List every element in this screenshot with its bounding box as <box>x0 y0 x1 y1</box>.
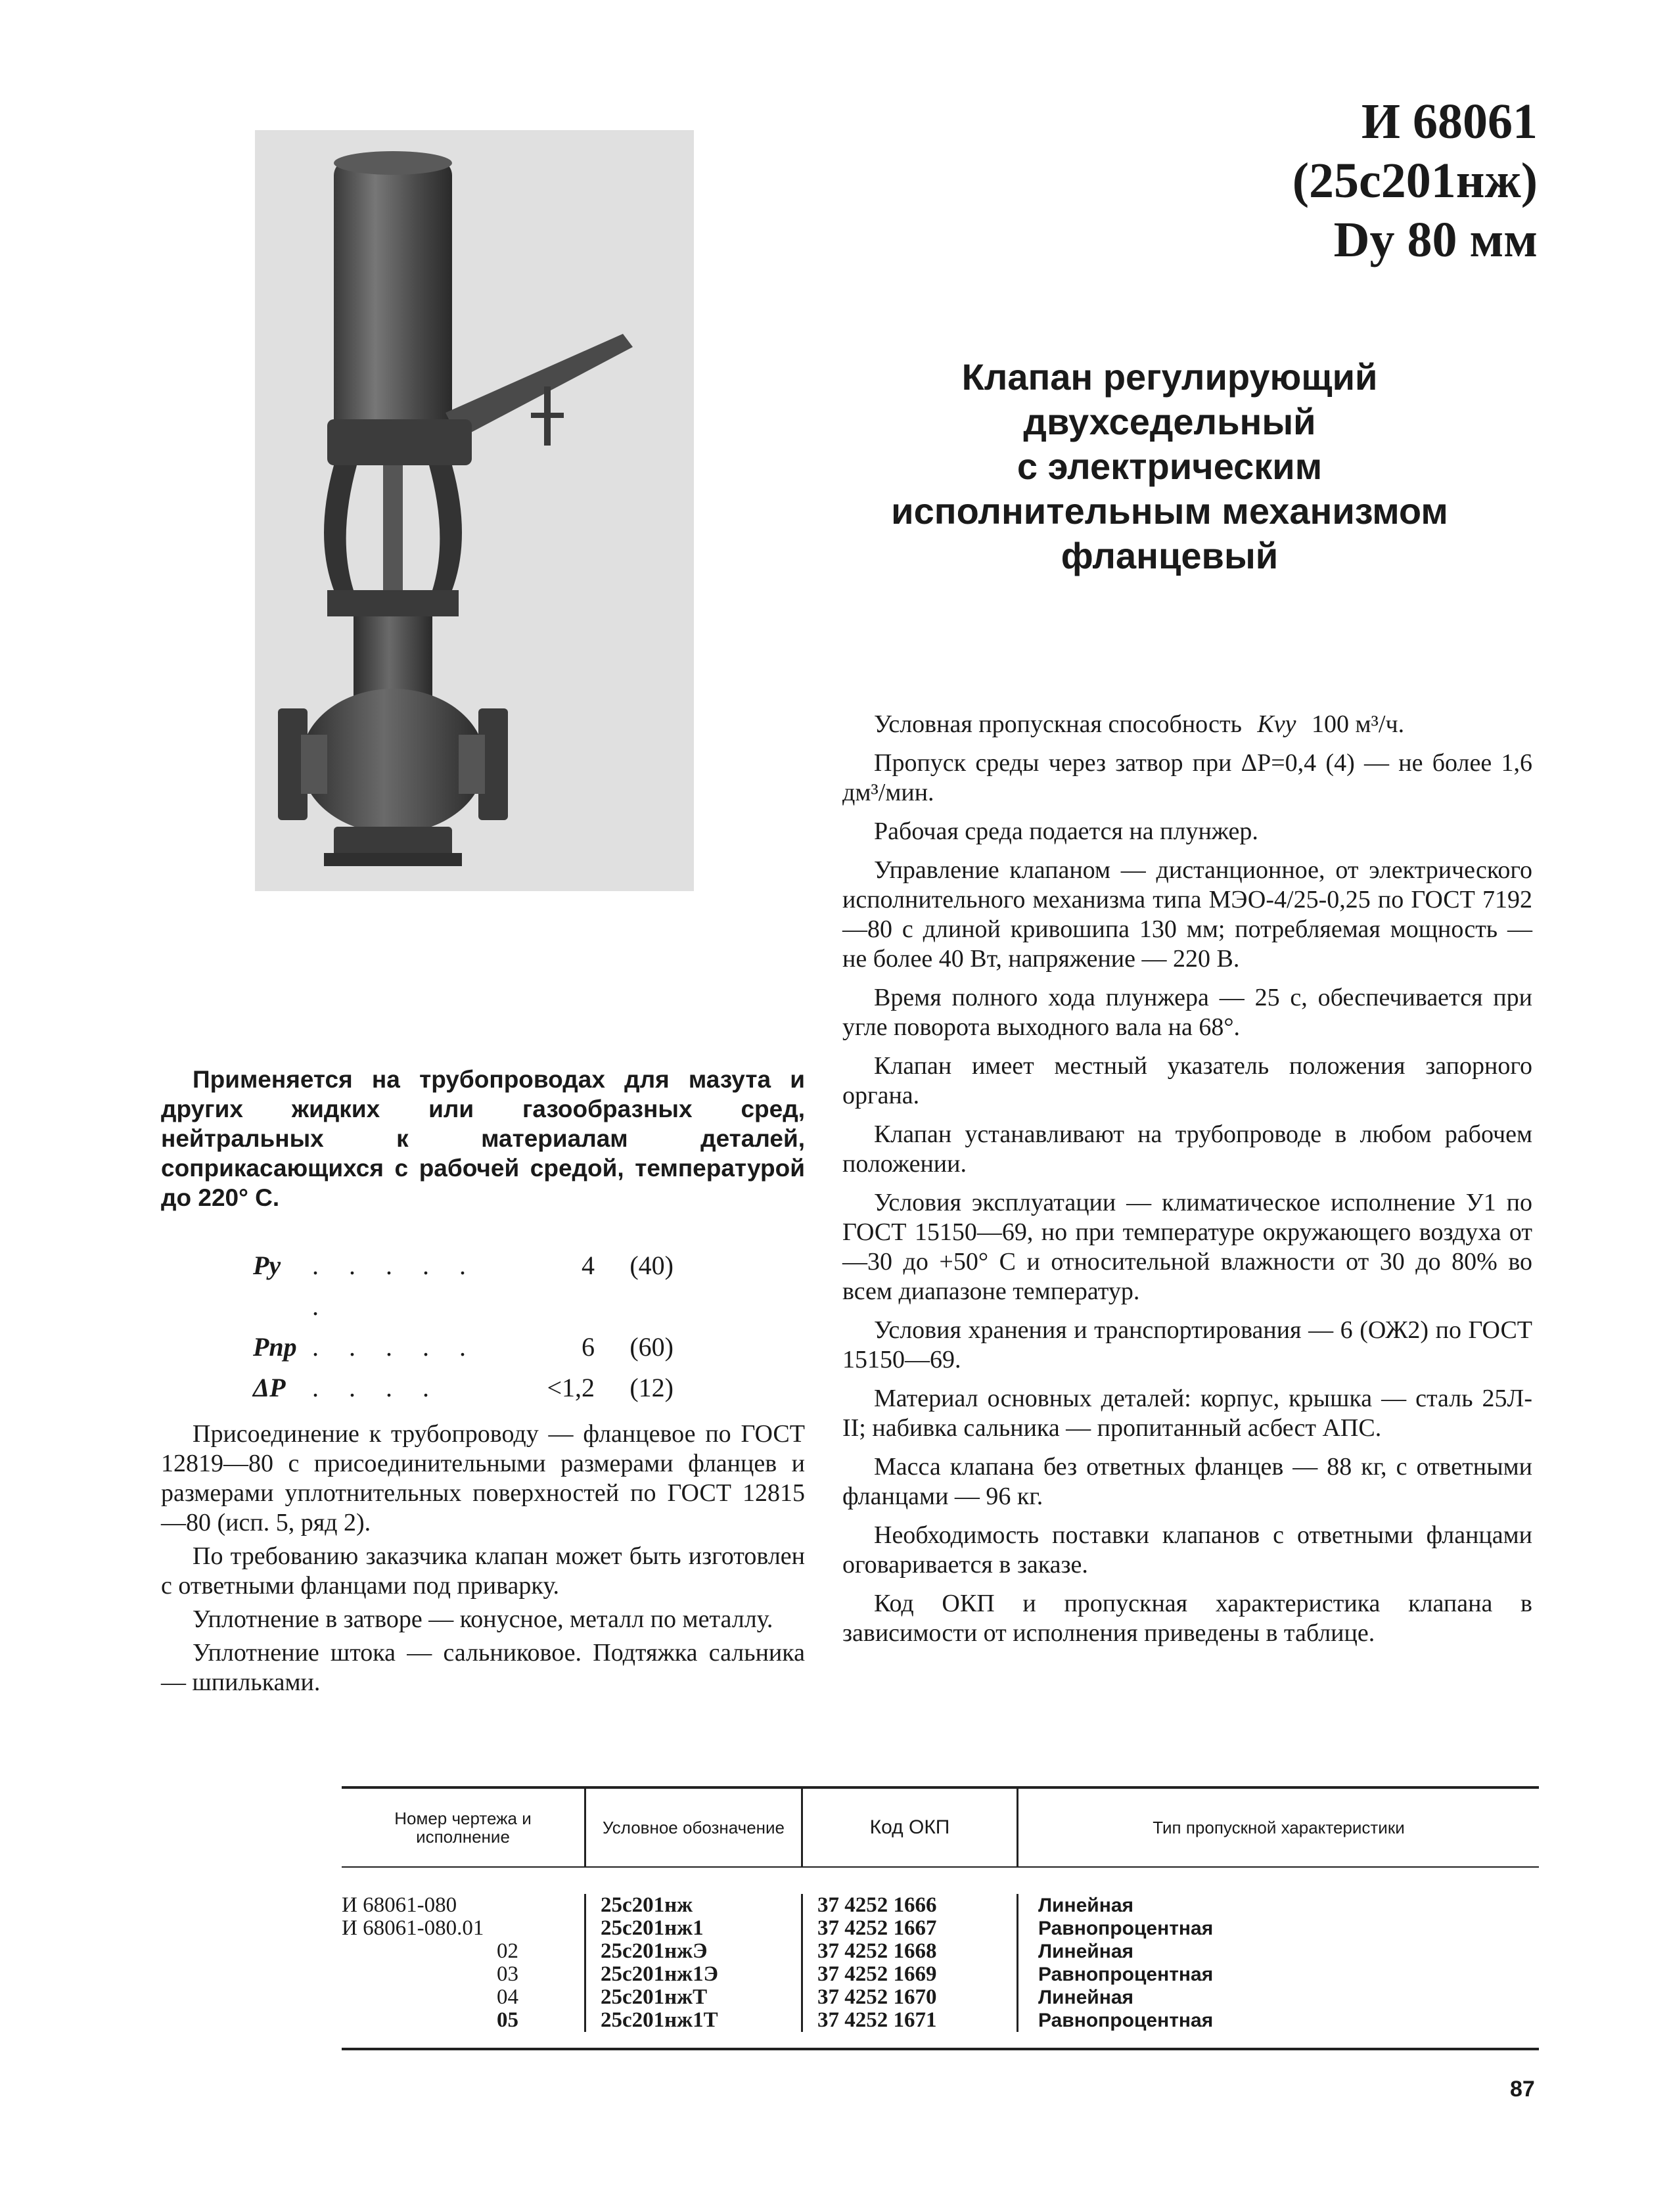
capacity-label: Условная пропускная способность <box>874 710 1242 738</box>
application-column <box>161 1065 805 1212</box>
connection-paragraph: Уплотнение штока — сальниковое. Подтяжка сальника — шпильками. <box>161 1639 805 1696</box>
table-cell: 37 4252 1666 <box>817 1893 937 1917</box>
page-number: 87 <box>1510 2077 1535 2102</box>
leader-dots: . . . . . <box>312 1332 478 1362</box>
pressure-value: 6 <box>582 1332 595 1362</box>
table-cell: 02 <box>497 1939 518 1963</box>
column-drawing-number <box>342 1894 586 2032</box>
spec-paragraph: Время полного хода плунжера — 25 с, обеспечивается при угле поворота выходного вала на 68°. <box>842 984 1532 1041</box>
connection-paragraph: По требованию заказчика клапан может быть изготовлен с ответными фланцами под приварку. <box>161 1542 805 1600</box>
table-cell: Равнопроцентная <box>1038 2010 1214 2031</box>
column-characteristic <box>1018 1894 1539 2032</box>
table-cell: 37 4252 1670 <box>817 1985 937 2009</box>
table-cell: 03 <box>497 1962 518 1986</box>
spec-paragraph: Клапан устанавливают на трубопроводе в любом рабочем положении. <box>842 1120 1532 1178</box>
product-code: И 68061 <box>1361 94 1538 149</box>
table-cell: И 68061-080 <box>342 1893 457 1917</box>
table-cell: 25с201нжТ <box>601 1985 708 2009</box>
spec-paragraph: Код ОКП и пропускная характеристика клапана в зависимости от исполнения приведены в таблице. <box>842 1590 1532 1647</box>
pressure-alt-value: (12) <box>629 1373 674 1402</box>
table-cell: 05 <box>497 2008 518 2032</box>
spec-paragraph: Масса клапана без ответных фланцев — 88 кг, с ответными фланцами — 96 кг. <box>842 1453 1532 1510</box>
pressure-alt-value: (40) <box>629 1251 674 1280</box>
capacity-line <box>842 710 1532 739</box>
spec-paragraph: Условия эксплуатации — климатическое исполнение У1 по ГОСТ 15150—69, но при температуре окружающего воздуха от —30 до +50° С и относительной влажности от 30 до 80% во всем диапазоне температур. <box>842 1189 1532 1305</box>
pressure-alt-value: (60) <box>629 1332 674 1362</box>
spec-paragraph: Управление клапаном — дистанционное, от электрического исполнительного механизма типа МЭО-4/25-0,25 по ГОСТ 7192—80 с длиной кривошипа 130 мм; потребляемая мощность — не более 40 Вт, напряжение — 220 В. <box>842 856 1532 973</box>
table-cell: 37 4252 1669 <box>817 1962 937 1986</box>
pressure-value: 4 <box>582 1251 595 1280</box>
title-line: Клапан регулирующий <box>961 356 1378 398</box>
title-line: исполнительным механизмом <box>891 490 1448 532</box>
title-line: двухседельный <box>1023 401 1316 442</box>
column-okp-code <box>803 1894 1018 2032</box>
pressure-symbol: ΔP <box>253 1373 286 1402</box>
leader-dots: . . . . <box>312 1373 441 1402</box>
spec-paragraph: Пропуск среды через затвор при ΔP=0,4 (4) — не более 1,6 дм³/мин. <box>842 749 1532 806</box>
table-cell: 25с201нж1Э <box>601 1962 718 1986</box>
table-cell: 37 4252 1667 <box>817 1916 937 1940</box>
pressure-symbol: Pпр <box>253 1332 297 1362</box>
table-cell: 25с201нж <box>601 1893 693 1917</box>
connection-column <box>161 1419 805 1697</box>
header-okp-code: Код ОКП <box>803 1789 1018 1866</box>
table-body <box>342 1868 1539 2050</box>
table-cell: 25с201нж1 <box>601 1916 704 1940</box>
pressure-row <box>253 1327 674 1368</box>
table-cell: 25с201нжЭ <box>601 1939 708 1963</box>
table-header <box>342 1789 1539 1868</box>
capacity-symbol: Kvy <box>1257 710 1296 738</box>
table-cell: Линейная <box>1038 1987 1134 2008</box>
leader-dots: . . . . . . <box>312 1251 478 1321</box>
title-line: с электрическим <box>1017 446 1323 487</box>
table-cell: Равнопроцентная <box>1038 1964 1214 1985</box>
page-title <box>841 355 1498 578</box>
application-paragraph: Применяется на трубопроводах для мазута и других жидких или газообразных сред, нейтральных к материалам деталей, соприкасающихся с рабочей средой, температурой до 220° С. <box>161 1066 805 1211</box>
nominal-size: Dy 80 мм <box>1333 212 1538 267</box>
table-cell: Линейная <box>1038 1941 1134 1962</box>
connection-paragraph: Уплотнение в затворе — конусное, металл по металлу. <box>193 1605 773 1633</box>
table-cell: 37 4252 1668 <box>817 1939 937 1963</box>
table-cell: Равнопроцентная <box>1038 1918 1214 1939</box>
header-characteristic: Тип пропускной характеристики <box>1153 1818 1405 1837</box>
versions-table <box>342 1786 1539 2050</box>
table-cell: 37 4252 1671 <box>817 2008 937 2032</box>
connection-paragraph: Присоединение к трубопроводу — фланцевое по ГОСТ 12819—80 с присоединительными размерами фланцев и размерами уплотнительных поверхностей по ГОСТ 12815—80 (исп. 5, ряд 2). <box>161 1420 805 1536</box>
title-line: фланцевый <box>1061 535 1279 576</box>
spec-paragraph: Необходимость поставки клапанов с ответными фланцами оговаривается в заказе. <box>842 1521 1532 1578</box>
pressure-value: <1,2 <box>547 1373 595 1402</box>
table-cell: 25с201нж1Т <box>601 2008 718 2032</box>
column-designation <box>586 1894 803 2032</box>
spec-paragraph: Клапан имеет местный указатель положения запорного органа. <box>842 1052 1532 1109</box>
spec-paragraph: Материал основных деталей: корпус, крышка — сталь 25Л-II; набивка сальника — пропитанный асбест АПС. <box>842 1385 1532 1442</box>
header-designation: Условное обозначение <box>586 1789 803 1866</box>
product-code-block <box>1292 92 1538 269</box>
table-cell: 04 <box>497 1985 518 2009</box>
table-cell: И 68061-080.01 <box>342 1916 484 1940</box>
header-drawing-number: Номер чертежа и исполнение <box>342 1789 586 1866</box>
pressure-row <box>253 1368 674 1408</box>
valve-photo <box>255 130 694 891</box>
valve-illustration <box>255 130 694 891</box>
specifications-column <box>842 710 1532 1648</box>
spec-paragraph: Рабочая среда подается на плунжер. <box>874 818 1258 845</box>
product-designation: (25с201нж) <box>1292 153 1538 208</box>
spec-paragraph: Условия хранения и транспортирования — 6 (ОЖ2) по ГОСТ 15150—69. <box>842 1316 1532 1373</box>
pressure-table <box>253 1245 674 1408</box>
pressure-row <box>253 1245 674 1327</box>
table-cell: Линейная <box>1038 1895 1134 1916</box>
pressure-symbol: Pу <box>253 1251 281 1280</box>
capacity-value: 100 м³/ч. <box>1311 710 1405 738</box>
